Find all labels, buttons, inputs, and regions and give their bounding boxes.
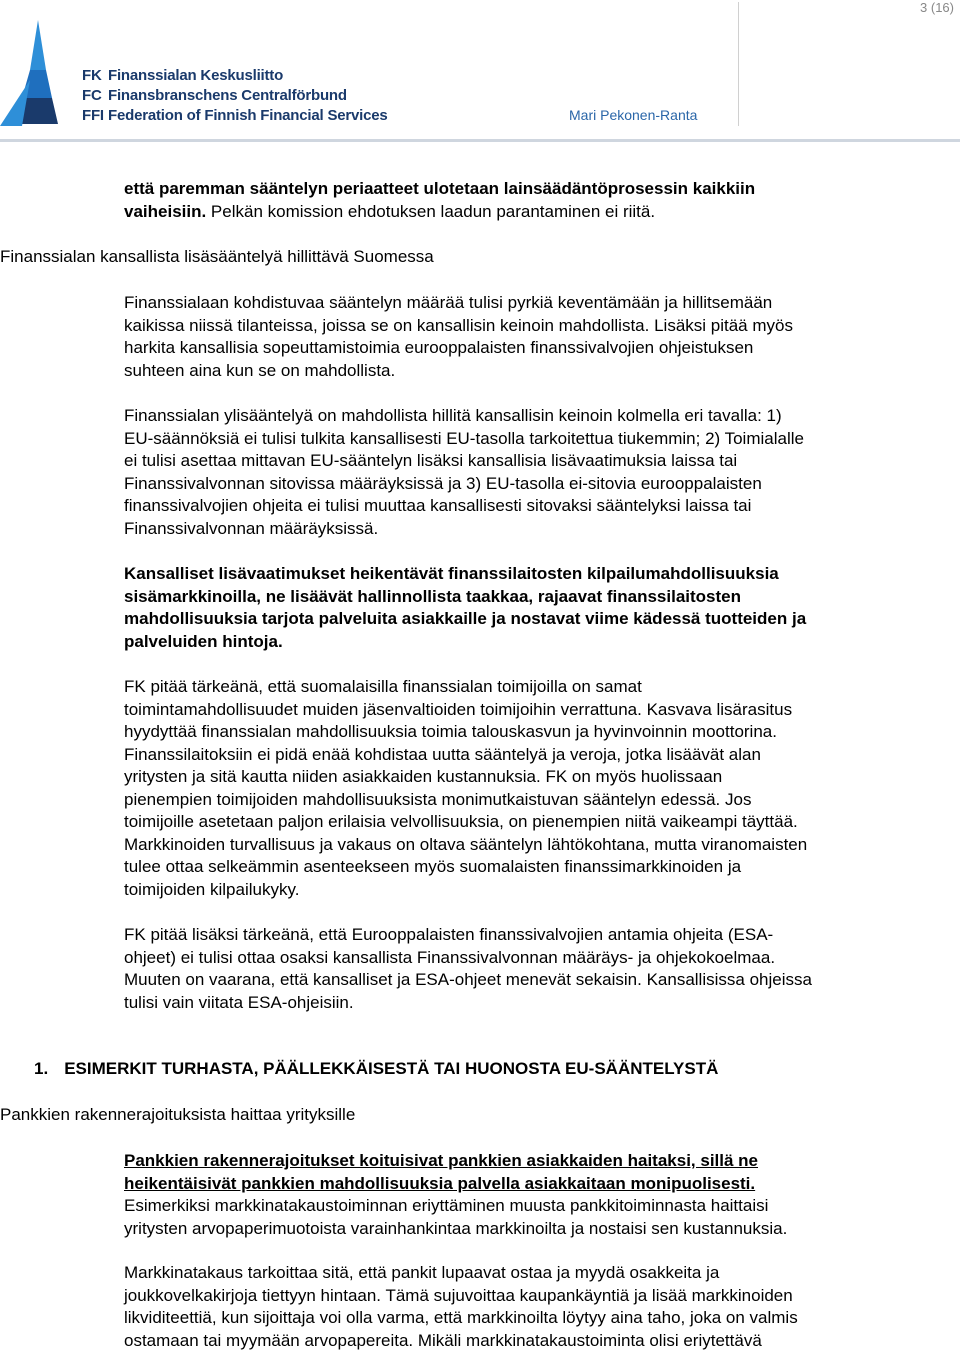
author-name: Mari Pekonen-Ranta xyxy=(569,107,698,123)
org-name-ffi: FFI Federation of Finnish Financial Services xyxy=(82,107,388,124)
paragraph-1: Finanssialaan kohdistuvaa sääntelyn määrää tulisi pyrkiä keventämään ja hillitsemään kaikissa niissä tilanteissa, joissa se on kansallisin keinoin mahdollista. Lisäksi pitää myös harkita kansallisia sopeuttamistoimia eurooppalaisten finanssivalvojien ohjeistuksen suhteen aina kun se on mahdollista. xyxy=(124,293,793,380)
paragraph-5: FK pitää lisäksi tärkeänä, että Eurooppalaisten finanssivalvojien antamia ohjeita (ESA- ohjeet) ei tulisi ottaa osaksi kansallista Finanssivalvonnan määräys- ja ohjekokoelmaa. Muuten on vaarana, että kansalliset ja ESA-ohjeet menevät sekaisin. Kansallisissa ohjeissa tulisi vain viitata ESA-ohjeisiin. xyxy=(124,925,812,1012)
paragraph-3-bold: Kansalliset lisävaatimukset heikentävät finanssilaitosten kilpailumahdollisuuksia sisämarkkinoilla, ne lisäävät hallinnollista taakkaa, rajaavat finanssilaitosten mahdollisuuksia tarjota palveluita asiakkaille ja nostavat viime kädessä tuotteiden ja palveluiden hintoja. xyxy=(124,564,807,651)
paragraph-6: Pankkien rakennerajoitukset koituisivat pankkien asiakkaiden haitaksi, sillä ne heikentäisivät pankkien mahdollisuuksia palvella asiakkaitaan monipuolisesti. Esimerkiksi markkinatakaustoiminnan eriyttäminen muusta pankkitoiminnasta haittaisi yritysten arvopaperimuotoista varainhankintaa markkinoilta ja nostaisi sen kustannuksia. xyxy=(124,1151,788,1238)
federation-logo-icon xyxy=(0,20,60,126)
header-rule xyxy=(0,139,960,142)
section-1-heading xyxy=(34,1058,718,1081)
paragraph-7: Markkinatakaus tarkoittaa sitä, että pankit lupaavat ostaa ja myydä osakkeita ja joukkovelkakirjoja tiettyyn hintaan. Tämä sujuvoittaa kaupankäyntiä ja lisää markkinoiden likviditeettiä, kun sijoittaja voi olla varma, että markkinoilta löytyy aina taho, joka on valmis ostamaan tai myymään arvopapereita. Mikäli markkinatakaustoiminta olisi eriytettävä xyxy=(124,1263,798,1350)
org-name-fc: FC Finansbranschens Centralförbund xyxy=(82,87,347,104)
section-number: 1. xyxy=(34,1059,49,1078)
paragraph-0: että paremman sääntelyn periaatteet ulotetaan lainsäädäntöprosessin kaikkiin vaiheisiin. Pelkän komission ehdotuksen laadun parantaminen ei riitä. xyxy=(124,179,756,221)
paragraph-4: FK pitää tärkeänä, että suomalaisilla finanssialan toimijoilla on samat toimintamahdollisuudet muiden jäsenvaltioiden toimijoihin verrattuna. Kasvava lisärasitus hyydyttää finanssialan mahdollisuuksia toimia talouskasvun ja hyvinvoinnin moottorina. Finanssilaitoksiin ei pidä enää kohdistaa uutta sääntelyä ja veroja, jotka lisäävät alan yritysten ja sitä kautta niiden asiakkaiden kustannuksia. FK on myös huolissaan pienempien toimijoiden mahdollisuuksista monimutkaistuvan sääntelyn edessä. Jos toimijoille asetetaan paljon erilaisia velvollisuuksia, on pienempien niitä vaikeampi täyttää. Markkinoiden turvallisuus ja vakaus on oltava sääntelyn lähtökohtana, mutta viranomaisten tulee ottaa selkeämmin asenteekseen myös suomalaisten finanssimarkkinoiden ja toimijoiden kilpailukyky. xyxy=(124,677,808,899)
section-title: ESIMERKIT TURHASTA, PÄÄLLEKKÄISESTÄ TAI HUONOSTA EU-SÄÄNTELYSTÄ xyxy=(64,1059,719,1078)
heading-rakennerajoitukset: Pankkien rakennerajoituksista haittaa yrityksille xyxy=(0,1105,356,1124)
header-divider xyxy=(738,2,739,126)
heading-kansallinen-lisasaantely: Finanssialan kansallista lisäsääntelyä hillittävä Suomessa xyxy=(0,247,434,266)
org-name-fk: FK Finanssialan Keskusliitto xyxy=(82,67,284,84)
paragraph-2: Finanssialan ylisääntelyä on mahdollista hillitä kansallisin keinoin kolmella eri tavalla: 1) EU-säännöksiä ei tulisi tulkita kansallisesti EU-tasolla tarkoitettua tiukemmin; 2) Toimialalle ei tulisi asettaa mittavan EU-sääntelyn lisäksi kansallisia lisävaatimuksia laissa tai Finanssivalvonnan sitovissa määräyksissä ja 3) EU-tasolla ei-sitovia eurooppalaisten finanssivalvojien ohjeita ei tulisi muuttaa kansallisesti sitovaksi sääntelyksi laissa tai Finanssivalvonnan määräyksissä. xyxy=(124,406,804,538)
page-number: 3 (16) xyxy=(920,0,954,15)
